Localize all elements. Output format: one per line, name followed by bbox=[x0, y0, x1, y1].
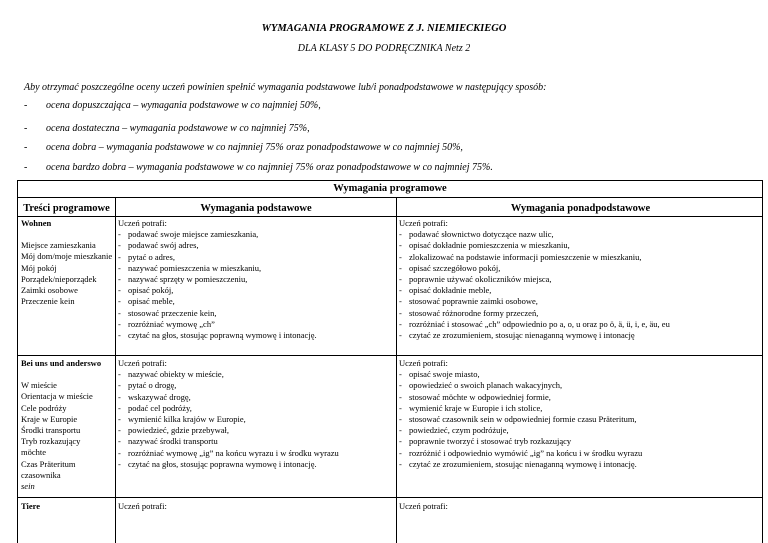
table-row-extended: Uczeń potrafi: - opisać swoje miasto, - opowiedzieć o swoich planach wakacyjnych, - stosować möchte w odpowiedniej formie, - wymienić kraje w Europie i ich stolice, - stosować czasownik sein w odpowiedniej formie czasu Präteritum, - powiedzieć, czym podróżuje, - poprawnie tworzyć i stosować tryb rozkazujący - rozróżnić i odpowiednio wymówić „ig” na końcu i w środku wyrazu - czytać ze zrozumieniem, stosując nienaganną wymowę i intonację. bbox=[399, 358, 761, 470]
list-item: - powiedzieć, czym podróżuje, bbox=[399, 425, 761, 436]
requirements-table bbox=[17, 180, 763, 543]
list-item: - stosować czasownik sein w odpowiedniej formie czasu Präteritum, bbox=[399, 414, 761, 425]
table-title: Wymagania programowe bbox=[333, 183, 447, 194]
list-item: - rozróżniać i stosować „ch” odpowiednio po a, o, u oraz po ö, ä, ü, i, e, äu, eu bbox=[399, 319, 761, 330]
list-item: - podawać słownictwo dotyczące nazw ulic, bbox=[399, 229, 761, 240]
grade-item: - ocena bardzo dobra – wymagania podstawowe w co najmniej 75% oraz ponadpodstawowe w co najmniej 75%. bbox=[24, 162, 493, 173]
list-item: - nazywać środki transportu bbox=[118, 436, 394, 447]
list-item: - poprawnie używać okoliczników miejsca, bbox=[399, 274, 761, 285]
table-row-topic: Wohnen Miejsce zamieszkania Mój dom/moje mieszkanie Mój pokój Porządek/nieporządek Zaimki osobowe Przeczenie kein bbox=[21, 218, 113, 307]
list-item: - czytać na głos, stosując poprawna wymowę i intonację. bbox=[118, 459, 394, 470]
list-item: - rozróżniać wymowę „ig” na końcu wyrazu i w środku wyrazu bbox=[118, 448, 394, 459]
document-subtitle: DLA KLASY 5 DO PODRĘCZNIKA Netz 2 bbox=[297, 43, 471, 54]
column-header-extended: Wymagania ponadpodstawowe bbox=[510, 203, 651, 214]
list-item: - pytać o adres, bbox=[118, 252, 394, 263]
list-item: - podać cel podróży, bbox=[118, 403, 394, 414]
column-header-basic: Wymagania podstawowe bbox=[200, 203, 312, 214]
list-item: - rozróżnić i odpowiednio wymówić „ig” na końcu i w środku wyrazu bbox=[399, 448, 761, 459]
table-row-basic: Uczeń potrafi: - podawać swoje miejsce zamieszkania, - podawać swój adres, - pytać o adres, - nazywać pomieszczenia w mieszkaniu, - nazywać sprzęty w pomieszczeniu, - opisać pokój, - opisać meble, - stosować przeczenie kein, - rozróżniać wymowę „ch” - czytać na głos, stosując poprawną wymowę i intonację. bbox=[118, 218, 394, 341]
table-row-topic: Tiere bbox=[21, 501, 41, 511]
list-item: - opisać szczegółowo pokój, bbox=[399, 263, 761, 274]
column-header-content: Treści programowe bbox=[23, 203, 110, 214]
table-row-extended: Uczeń potrafi: - podawać słownictwo dotyczące nazw ulic, - opisać dokładnie pomieszczenia w mieszkaniu, - zlokalizować na podstawie informacji pomieszczenie w mieszkaniu, - opisać szczegółowo pokój, - poprawnie używać okoliczników miejsca, - opisać dokładnie meble, - stosować poprawnie zaimki osobowe, - stosować różnorodne formy przeczeń, - rozróżniać i stosować „ch” odpowiednio po a, o, u oraz po ö, ä, ü, i, e, äu, eu - czytać ze zrozumieniem, stosując nienaganną wymowę i intonację bbox=[399, 218, 761, 341]
grade-item: - ocena dostateczna – wymagania podstawowe w co najmniej 75%, bbox=[24, 123, 310, 134]
list-item: - opisać pokój, bbox=[118, 285, 394, 296]
list-item: - czytać na głos, stosując poprawną wymowę i intonację. bbox=[118, 330, 394, 341]
list-item: - nazywać pomieszczenia w mieszkaniu, bbox=[118, 263, 394, 274]
list-item: - opisać dokładnie pomieszczenia w mieszkaniu, bbox=[399, 240, 761, 251]
list-item: - wymienić kraje w Europie i ich stolice, bbox=[399, 403, 761, 414]
list-item: - opisać dokładnie meble, bbox=[399, 285, 761, 296]
intro-text: Aby otrzymać poszczególne oceny uczeń powinien spełnić wymagania podstawowe lub/i ponadpodstawowe w następujący sposób: bbox=[24, 82, 547, 93]
list-item: - opisać swoje miasto, bbox=[399, 369, 761, 380]
list-item: - powiedzieć, gdzie przebywał, bbox=[118, 425, 394, 436]
table-row-extended: Uczeń potrafi: bbox=[399, 501, 448, 511]
list-item: - stosować przeczenie kein, bbox=[118, 308, 394, 319]
list-item: - zlokalizować na podstawie informacji pomieszczenie w mieszkaniu, bbox=[399, 252, 761, 263]
grade-item: - ocena dobra – wymagania podstawowe w co najmniej 75% oraz ponadpodstawowe w co najmniej 50%, bbox=[24, 142, 463, 153]
document-title: WYMAGANIA PROGRAMOWE Z J. NIEMIECKIEGO bbox=[261, 23, 507, 34]
list-item: - stosować möchte w odpowiedniej formie, bbox=[399, 392, 761, 403]
table-row-topic: Bei uns und anderswo W mieście Orientacja w mieście Cele podróży Kraje w Europie Środki transportu Tryb rozkazujący möchte Czas Präteritum czasownika sein bbox=[21, 358, 102, 492]
list-item: - podawać swój adres, bbox=[118, 240, 394, 251]
grade-item: - ocena dopuszczająca – wymagania podstawowe w co najmniej 50%, bbox=[24, 100, 321, 111]
list-item: - poprawnie tworzyć i stosować tryb rozkazujący bbox=[399, 436, 761, 447]
list-item: - podawać swoje miejsce zamieszkania, bbox=[118, 229, 394, 240]
list-item: - wymienić kilka krajów w Europie, bbox=[118, 414, 394, 425]
list-item: - pytać o drogę, bbox=[118, 380, 394, 391]
list-item: - stosować poprawnie zaimki osobowe, bbox=[399, 296, 761, 307]
list-item: - wskazywać drogę, bbox=[118, 392, 394, 403]
list-item: - rozróżniać wymowę „ch” bbox=[118, 319, 394, 330]
list-item: - czytać ze zrozumieniem, stosując nienaganną wymowę i intonację bbox=[399, 330, 761, 341]
list-item: - opowiedzieć o swoich planach wakacyjnych, bbox=[399, 380, 761, 391]
list-item: - opisać meble, bbox=[118, 296, 394, 307]
table-row-basic: Uczeń potrafi: bbox=[118, 501, 167, 511]
list-item: - stosować różnorodne formy przeczeń, bbox=[399, 308, 761, 319]
list-item: - nazywać obiekty w mieście, bbox=[118, 369, 394, 380]
table-row-basic: Uczeń potrafi: - nazywać obiekty w mieście, - pytać o drogę, - wskazywać drogę, - podać cel podróży, - wymienić kilka krajów w Europie, - powiedzieć, gdzie przebywał, - nazywać środki transportu - rozróżniać wymowę „ig” na końcu wyrazu i w środku wyrazu - czytać na głos, stosując poprawna wymowę i intonację. bbox=[118, 358, 394, 470]
list-item: - czytać ze zrozumieniem, stosując nienaganną wymowę i intonację. bbox=[399, 459, 761, 470]
list-item: - nazywać sprzęty w pomieszczeniu, bbox=[118, 274, 394, 285]
